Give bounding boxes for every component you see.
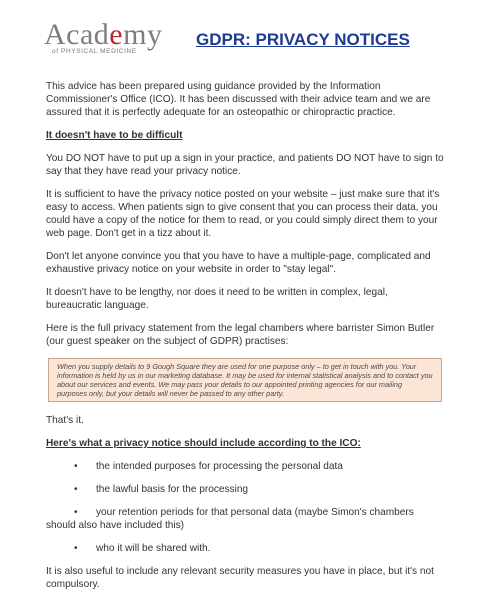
paragraph-statement-intro: Here is the full privacy statement from the legal chambers where barrister Simon Butler (our guest speaker on the subject of GDPR) practises:: [46, 323, 435, 347]
privacy-statement-quote: When you supply details to 9 Gough Square they are used for one purpose only – to get in touch with you. Your information is held by us in our marketing database. It may be used for internal statistical analysis and to contact you about our services and events. We may pass your details to our appointed printing agencies for our mailing purposes only, but your details will never be passed to any other party.: [48, 358, 442, 402]
list-item-text: who it will be shared with.: [96, 543, 211, 554]
logo-wordmark: [44, 20, 164, 50]
list-item: [46, 483, 444, 496]
logo-text-accent: e: [109, 18, 124, 51]
list-item-text: your retention periods for that personal data (maybe Simon's chambers should also have included this): [46, 507, 414, 531]
thats-it-text: That's it.: [46, 415, 84, 426]
bullet-icon: •: [74, 484, 78, 495]
ico-requirements-list: [46, 460, 444, 555]
paragraph-convince: Don't let anyone convince you that you have to have a multiple-page, complicated and exhaustive privacy notice on your website in order to "stay legal".: [46, 251, 431, 275]
closing-paragraph: It is also useful to include any relevant security measures you have in place, but it's not compulsory.: [46, 566, 434, 590]
list-item-text: the intended purposes for processing the personal data: [96, 461, 343, 472]
bullet-icon: •: [74, 543, 78, 554]
section-heading-ico: Here's what a privacy notice should include according to the ICO:: [46, 438, 361, 449]
section-heading-not-difficult: It doesn't have to be difficult: [46, 130, 183, 141]
paragraph-website: It is sufficient to have the privacy notice posted on your website – just make sure that it's easy to access. When patients sign to give consent that you can process their data, you could have a copy of the notice for them to read, or you could simply direct them to your web page. Don't get in a tizz about it.: [46, 189, 440, 239]
list-item: [46, 506, 444, 532]
logo-subtitle: of PHYSICAL MEDICINE: [52, 48, 137, 55]
paragraph-lengthy: It doesn't have to be lengthy, nor does it need to be written in complex, legal, bureaucratic language.: [46, 287, 388, 311]
logo-text-end: my: [123, 18, 163, 51]
list-item: [46, 542, 444, 555]
logo-text-start: Acad: [44, 18, 110, 51]
list-item-text: the lawful basis for the processing: [96, 484, 249, 495]
paragraph-sign: You DO NOT have to put up a sign in your practice, and patients DO NOT have to sign to say that they have read your privacy notice.: [46, 153, 444, 177]
page-title: GDPR: PRIVACY NOTICES: [196, 30, 410, 49]
bullet-icon: •: [74, 461, 78, 472]
list-item: [46, 460, 444, 473]
academy-logo: [44, 20, 164, 55]
bullet-icon: •: [74, 507, 78, 518]
intro-paragraph: This advice has been prepared using guidance provided by the Information Commissioner's Office (ICO). It has been discussed with their advice team and we are assured that it is perfectly adequate for an osteopathic or chiropractic practice.: [46, 81, 431, 118]
document-body: [46, 80, 444, 601]
